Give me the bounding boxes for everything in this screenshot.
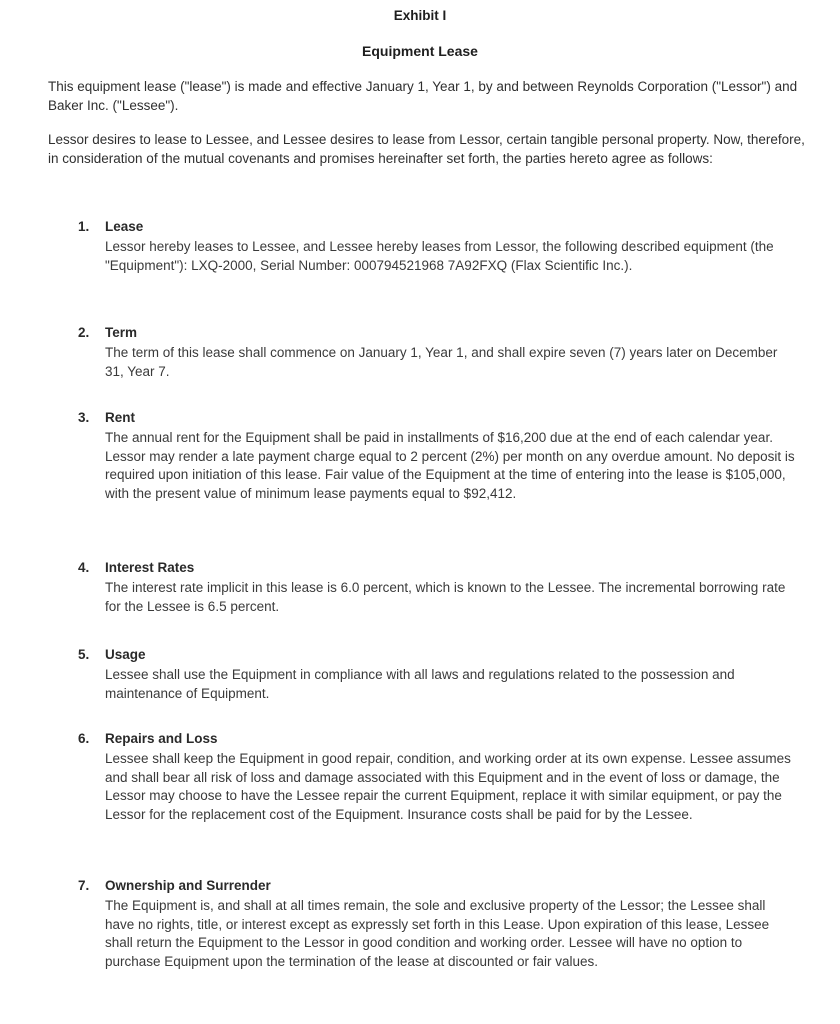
section-number: 7. — [78, 878, 90, 893]
section-body: Lessee shall use the Equipment in compliance with all laws and regulations related to the possession and maintenance of Equipment. — [105, 667, 735, 701]
section-heading: Usage — [105, 647, 146, 662]
exhibit-label: Exhibit I — [393, 8, 447, 23]
section-heading: Lease — [105, 219, 144, 234]
section-body: The Equipment is, and shall at all times remain, the sole and exclusive property of the Lessor; the Lessee shall have no rights, title, or interest except as expressly set forth in this Lease. Upon expiration of this lease, Lessee shall return the Equipment to the Lessor in good condition and working order. Lessee will have no option to purchase Equipment upon the termination of the lease at discounted or fair values. — [105, 898, 770, 969]
section-body: The term of this lease shall commence on January 1, Year 1, and shall expire seven (7) years later on December 31, Year 7. — [105, 345, 778, 379]
section-number: 6. — [78, 731, 90, 746]
section-number: 4. — [78, 560, 90, 575]
section-body: Lessee shall keep the Equipment in good repair, condition, and working order at its own expense. Lessee assumes and shall bear all risk of loss and damage associated with this Equipment and in the event of loss or damage, the Lessor may choose to have the Lessee repair the current Equipment, replace it with similar equipment, or pay the Lessor for the replacement cost of the Equipment. Insurance costs shall be paid for by the Lessee. — [105, 751, 791, 822]
section-heading: Term — [105, 325, 138, 340]
section-heading: Rent — [105, 410, 135, 425]
section-heading: Repairs and Loss — [105, 731, 218, 746]
recital-paragraph: Lessor desires to lease to Lessee, and Lessee desires to lease from Lessor, certain tangible personal property. Now, therefore, in consideration of the mutual covenants and promises hereinafter set forth, the parties hereto agree as follows: — [48, 132, 805, 166]
document-title: Equipment Lease — [362, 43, 478, 59]
section-body: Lessor hereby leases to Lessee, and Lessee hereby leases from Lessor, the following described equipment (the "Equipment"): LXQ-2000, Serial Number: 000794521968 7A92FXQ (Flax Scientific Inc.). — [105, 239, 774, 273]
section-body: The annual rent for the Equipment shall be paid in installments of $16,200 due at the end of each calendar year. Lessor may render a late payment charge equal to 2 percent (2%) per month on any overdue amount. No deposit is required upon initiation of this lease. Fair value of the Equipment at the time of entering into the lease is $105,000, with the present value of minimum lease payments equal to $92,412. — [105, 430, 795, 501]
intro-paragraph: This equipment lease ("lease") is made and effective January 1, Year 1, by and between Reynolds Corporation ("Lessor") and Baker Inc. ("Lessee"). — [48, 79, 798, 113]
section-body: The interest rate implicit in this lease is 6.0 percent, which is known to the Lessee. The incremental borrowing rate for the Lessee is 6.5 percent. — [105, 580, 786, 614]
section-number: 5. — [78, 647, 90, 662]
section-number: 2. — [78, 325, 90, 340]
section-number: 3. — [78, 410, 90, 425]
section-heading: Interest Rates — [105, 560, 195, 575]
section-heading: Ownership and Surrender — [105, 878, 271, 893]
section-number: 1. — [78, 219, 90, 234]
